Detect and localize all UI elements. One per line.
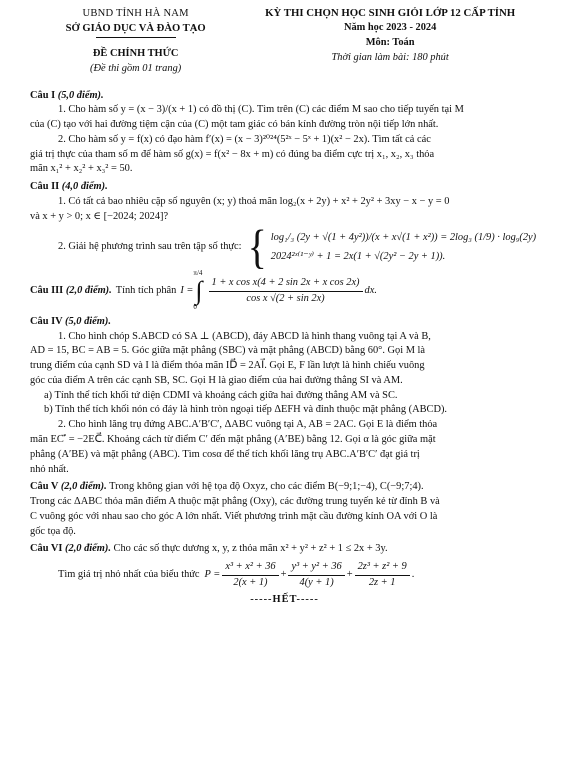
q4-part1-b: b) Tính thể tích khối nón có đáy là hình tròn ngoại tiếp ΔEFH và đỉnh thuộc mặt phẳng (ABCD). — [44, 404, 448, 416]
q3-points: (2,0 điểm). — [65, 284, 112, 296]
q2-title: Câu II — [30, 181, 60, 193]
q2-part1-line2: và x + y > 0; x ∈ [−2024; 2024]? — [30, 210, 169, 222]
system-lines — [271, 228, 536, 268]
q5-line4: gốc tọa độ. — [30, 525, 76, 537]
q5-text-1: Trong không gian với hệ tọa độ Oxyz, cho các điểm B(−9;1;−4), C(−9;7;4). — [109, 481, 424, 493]
p-fraction-1-numerator: x³ + x² + 36 — [222, 560, 278, 576]
integrand-denominator: cos x √(2 + sin 2x) — [246, 292, 325, 304]
integrand-numerator: 1 + x cos x(4 + 2 sin 2x + x cos 2x) — [209, 276, 363, 292]
q6-text-2: Tìm giá trị nhỏ nhất của biểu thức — [58, 568, 200, 580]
integral-dx: dx. — [364, 284, 377, 296]
integral-sign: ∫ — [195, 276, 203, 306]
department-name: SỞ GIÁO DỤC VÀ ĐÀO TẠO — [65, 23, 206, 35]
end-marker: -----HẾT----- — [250, 593, 319, 605]
q5-points: (2,0 điểm). — [60, 481, 107, 493]
q4-part2-line3: phẳng (A′BE) và mặt phẳng (ABC). Tìm cosα để thể tích khối lăng trụ ABC.A′B′C′ đạt giá trị — [30, 448, 420, 460]
q5-line2: Trong các ΔABC thỏa mãn điểm A thuộc mặt phẳng (Oxy), các đường trung tuyến kẻ từ đỉnh B và — [30, 496, 440, 508]
p-fraction-2-numerator: y³ + y² + 36 — [288, 560, 344, 576]
school-year: Năm học 2023 - 2024 — [343, 22, 437, 34]
q2-part1-line1: 1. Có tất cả bao nhiêu cặp số nguyên (x; y) thoả mãn log₂(x + 2y) + x² + 2y² + 3xy − x − y = 0 — [58, 195, 450, 207]
p-fraction-1-denominator: 2(x + 1) — [233, 576, 268, 588]
pages-note: (Đề thi gồm 01 trang) — [90, 62, 182, 74]
q4-points: (5,0 điểm). — [65, 315, 111, 327]
p-fraction-3 — [355, 560, 410, 591]
q3-lhs: I = — [180, 284, 194, 296]
q5-line1 — [30, 480, 539, 495]
question-2-heading — [30, 180, 539, 195]
q6-expression — [30, 560, 539, 591]
q5-line3: C vuông góc với nhau sao cho góc A lớn nhất. Viết phương trình mặt cầu đường kính OA với O là — [30, 510, 438, 522]
system-brace: { — [247, 219, 267, 274]
p-fraction-3-numerator: 2z³ + z² + 9 — [355, 560, 410, 576]
q4-part2-line2: mãn EC′⃗ = −2EC⃗. Khoảng cách từ điểm C′ đến mặt phẳng (A′BE) bằng 12. Gọi α là góc giữa mặt — [30, 433, 436, 445]
integrand-fraction — [209, 276, 363, 307]
q1-part2-line3: mãn x₁² + x₂² + x₃² = 50. — [30, 163, 133, 175]
q1-part1-line1: 1. Cho hàm số y = (x − 3)/(x + 1) có đồ thị (C). Tìm trên (C) các điểm M sao cho tiếp tuyến tại M — [58, 104, 464, 116]
q1-points: (5,0 điểm). — [57, 89, 104, 101]
system-equation-2: 2024²ˣ⁽¹⁻ʸ⁾ + 1 = 2x(1 + √(2y² − 2y + 1)). — [270, 251, 446, 263]
q4-part1-line4: góc của điểm A trên các cạnh SB, SC. Gọi H là giao điểm của hai đường thẳng SI và AM. — [30, 374, 403, 386]
integral-lower-limit: 0 — [193, 303, 197, 312]
q4-part2-line1: 2. Cho hình lăng trụ đứng ABC.A′B′C′, ΔABC vuông tại A, AB = 2AC. Gọi E là điểm thỏa — [58, 419, 438, 431]
question-4-heading — [30, 315, 539, 330]
q4-part1-line1: 1. Cho hình chóp S.ABCD có SA ⊥ (ABCD), đáy ABCD là hình thang vuông tại A và B, — [58, 330, 431, 342]
q4-part1-line2: AD = 15, BC = AB = 5. Góc giữa mặt phẳng (SBC) và mặt phẳng (ABCD) bằng 60°. Gọi M là — [30, 345, 426, 357]
question-1 — [30, 89, 539, 178]
q3-title: Câu III — [30, 284, 64, 296]
q6-text-1: Cho các số thực dương x, y, z thỏa mãn x² + y² + z² + 1 ≤ 2x + 3y. — [113, 543, 388, 555]
q6-line1 — [30, 542, 539, 557]
official-label: ĐỀ CHÍNH THỨC — [92, 48, 179, 60]
q1-part2-line2: giá trị thực của tham số m để hàm số g(x) = f(x² − 8x + m) có đúng ba điểm cực trị x₁, x₂, x₃ thỏa — [30, 148, 435, 160]
plus-sign-1: + — [280, 568, 287, 580]
exam-header — [30, 6, 539, 77]
question-3-heading — [30, 284, 112, 299]
p-fraction-3-denominator: 2z + 1 — [368, 576, 396, 588]
q4-title: Câu IV — [30, 315, 63, 327]
header-rule — [96, 37, 176, 38]
q6-points: (2,0 điểm). — [65, 543, 111, 555]
question-1-heading — [30, 89, 539, 104]
q1-part2-line1: 2. Cho hàm số y = f(x) có đạo hàm f′(x) = (x − 3)²⁰²⁴(5²ˣ − 5ˣ + 1)(x² − 2x). Tìm tất cả các — [58, 133, 431, 145]
subject: Môn: Toán — [365, 37, 415, 49]
question-3 — [30, 270, 539, 311]
plus-sign-2: + — [346, 568, 353, 580]
question-6 — [30, 542, 539, 590]
q1-title: Câu I — [30, 89, 56, 101]
q6-title: Câu VI — [30, 543, 63, 555]
q4-part2-line4: nhỏ nhất. — [30, 463, 69, 475]
p-fraction-1 — [222, 560, 278, 591]
question-5 — [30, 480, 539, 539]
p-fraction-2-denominator: 4(y + 1) — [299, 576, 334, 588]
system-equation-1: log₁/₃ (2y + √(1 + 4y²))/(x + x√(1 + x²)) = 2log₃ (1/9) · log₉(2y) — [270, 231, 537, 243]
q4-part1-line3: trung điểm của cạnh SD và I là điểm thỏa mãn ID⃗ = 2AI⃗. Gọi E, F lần lượt là hình chiếu vuông — [30, 360, 425, 372]
agency-name: UBND TỈNH HÀ NAM — [82, 8, 189, 19]
q6-lhs: P = — [204, 568, 221, 580]
header-left — [30, 6, 241, 77]
q5-title: Câu V — [30, 481, 59, 493]
q2-points: (4,0 điểm). — [61, 181, 108, 193]
integral-upper-limit: π/4 — [193, 269, 203, 278]
q2-part2-text: 2. Giải hệ phương trình sau trên tập số thực: — [58, 241, 242, 253]
q1-part1-line2: của (C) tạo với hai đường tiệm cận của (C) một tam giác có bán kính đường tròn nội tiếp lớn nhất. — [30, 119, 439, 131]
time-limit: Thời gian làm bài: 180 phút — [331, 51, 449, 63]
q4-part1-a: a) Tính thể tích khối tứ diện CDMI và khoảng cách giữa hai đường thẳng AM và SC. — [44, 389, 398, 401]
integral-limits — [193, 270, 204, 311]
exam-title: KỲ THI CHỌN HỌC SINH GIỎI LỚP 12 CẤP TỈNH — [265, 7, 516, 19]
expression-period: . — [411, 568, 415, 580]
question-4 — [30, 315, 539, 477]
q3-text: Tính tích phân — [115, 284, 177, 296]
p-fraction-2 — [288, 560, 344, 591]
header-right — [241, 6, 539, 77]
